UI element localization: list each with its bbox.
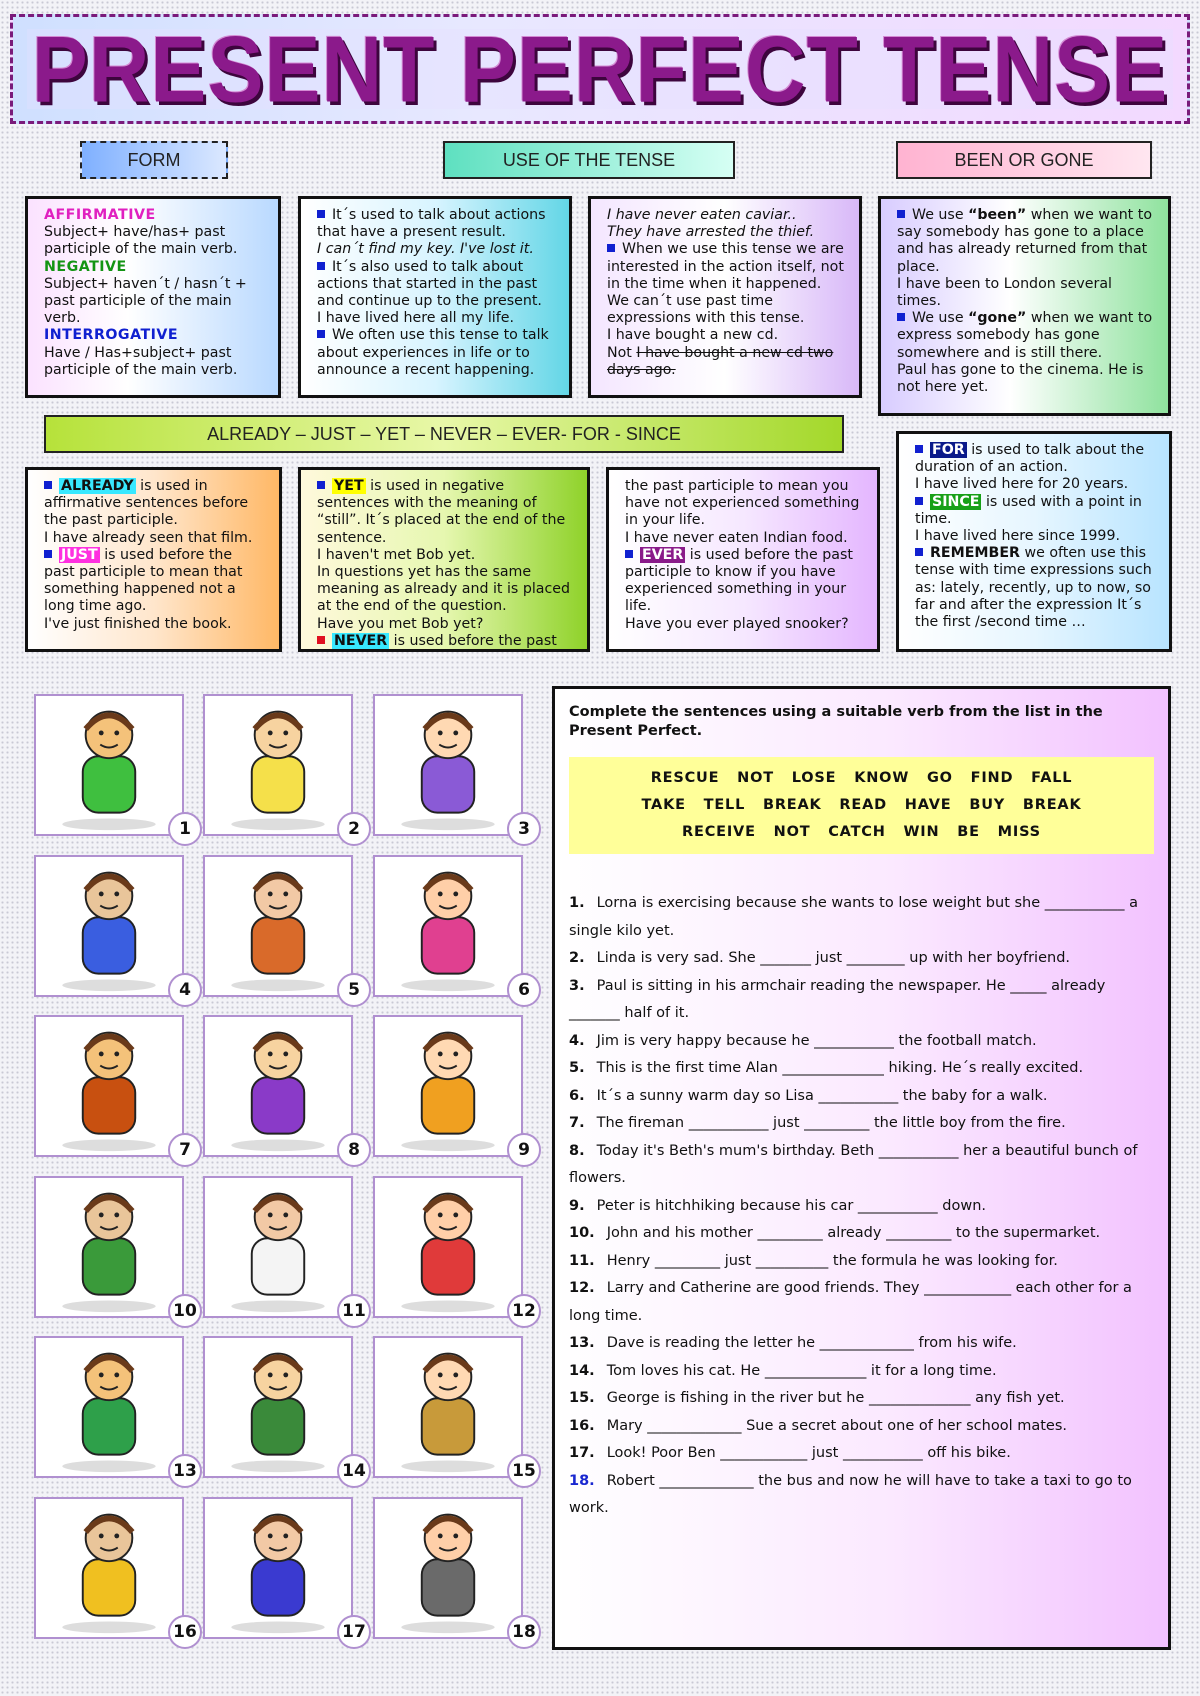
header-adverbs: ALREADY – JUST – YET – NEVER – EVER- FOR - SINCE xyxy=(44,415,844,453)
interrogative-text: Have / Has+subject+ past participle of the main verb. xyxy=(44,344,238,378)
exercise-sentence xyxy=(569,1028,1154,1056)
exercise-instructions: Complete the sentences using a suitable verb from the list in the Present Perfect. xyxy=(569,704,1103,739)
sentence-text: The fireman ___________ just _________ the little boy from the fire. xyxy=(596,1115,1066,1131)
ever-text: is used before the past participle to know if you have experienced something in your life. xyxy=(625,546,853,615)
illustration-17 xyxy=(203,1497,353,1639)
verb-list xyxy=(569,757,1154,854)
illustration-13 xyxy=(34,1336,184,1478)
cartoon-figure-icon xyxy=(205,1178,351,1316)
exercise-sentence xyxy=(569,973,1154,1028)
been-example: I have been to London several times. xyxy=(897,275,1112,310)
illustration-14 xyxy=(203,1336,353,1478)
yet-label: YET xyxy=(334,478,364,494)
bullet-icon xyxy=(317,481,325,489)
exercise-sentence xyxy=(569,1110,1154,1138)
yet-example-1: I haven't met Bob yet. xyxy=(317,546,476,563)
sentence-text: Larry and Catherine are good friends. They ____________ each other for a long time. xyxy=(569,1280,1132,1324)
bullet-icon xyxy=(607,244,615,252)
use-box-2 xyxy=(588,196,862,398)
cartoon-figure-icon xyxy=(375,857,521,995)
picture-number-badge: 16 xyxy=(168,1615,202,1649)
sentence-text: Mary _____________ Sue a secret about one of her school mates. xyxy=(606,1417,1067,1434)
not-label: Not xyxy=(607,344,632,361)
illustration-5 xyxy=(203,855,353,997)
never-continued-text: the past participle to mean you have not experienced something in your life. xyxy=(625,478,860,529)
gone-text-a: We use xyxy=(912,310,969,327)
cartoon-figure-icon xyxy=(205,1499,351,1637)
exercise-sentence xyxy=(569,1413,1154,1441)
exercise-box xyxy=(552,686,1171,1650)
verb-list-row: RESCUE NOT LOSE KNOW GO FIND FALL xyxy=(650,770,1073,786)
sentence-number: 1. xyxy=(569,895,585,911)
remember-text: we often use this tense with time expressions such as: lately, recently, up to now, so far and after the expression It´s the first /second time … xyxy=(915,545,1152,631)
picture-number-badge: 4 xyxy=(168,973,202,1007)
page-title: PRESENT PERFECT TENSE xyxy=(31,15,1169,122)
remember-label: REMEMBER xyxy=(930,545,1020,562)
form-box xyxy=(25,196,281,398)
illustration-16 xyxy=(34,1497,184,1639)
bullet-icon xyxy=(317,210,325,218)
already-example: I have already seen that film. xyxy=(44,529,253,546)
sentence-text: Paul is sitting in his armchair reading the newspaper. He _____ already _______ half of it. xyxy=(569,977,1106,1021)
never-label: NEVER xyxy=(334,632,388,649)
exercise-sentence xyxy=(569,1083,1154,1111)
bullet-icon xyxy=(317,262,325,270)
affirmative-text: Subject+ have/has+ past participle of the main verb. xyxy=(44,224,238,258)
cartoon-figure-icon xyxy=(205,1017,351,1155)
ever-label: EVER xyxy=(642,546,684,563)
exercise-sentence xyxy=(569,1138,1154,1193)
picture-number-badge: 18 xyxy=(507,1615,541,1649)
exercise-sentence xyxy=(569,945,1154,973)
sentence-text: This is the first time Alan ______________ hiking. He´s really excited. xyxy=(596,1060,1084,1076)
illustration-4 xyxy=(34,855,184,997)
already-text: is used in affirmative sentences before the past participle. xyxy=(44,478,249,529)
sentence-list xyxy=(569,890,1154,1523)
picture-number-badge: 17 xyxy=(337,1615,371,1649)
been-text-b: when we want to say somebody has gone to a place and has already returned from that place. xyxy=(897,207,1153,275)
exercise-sentence xyxy=(569,1275,1154,1330)
bullet-icon xyxy=(625,550,633,558)
sentence-number: 7. xyxy=(569,1115,585,1131)
use-example-thief: They have arrested the thief. xyxy=(607,224,815,241)
picture-number-badge: 5 xyxy=(337,973,371,1007)
bullet-icon xyxy=(915,445,923,453)
illustration-6 xyxy=(373,855,523,997)
picture-number-badge: 15 xyxy=(507,1454,541,1488)
cartoon-figure-icon xyxy=(36,696,182,834)
bullet-icon xyxy=(44,550,52,558)
for-example: I have lived here for 20 years. xyxy=(915,476,1129,493)
sentence-number: 12. xyxy=(569,1280,595,1296)
sentence-text: Lorna is exercising because she wants to lose weight but she ___________ a single kilo yet. xyxy=(569,895,1139,939)
cartoon-figure-icon xyxy=(36,1017,182,1155)
cartoon-figure-icon xyxy=(375,1338,521,1476)
sentence-text: John and his mother _________ already _________ to the supermarket. xyxy=(606,1225,1101,1241)
bullet-icon xyxy=(915,548,923,556)
negative-label: NEGATIVE xyxy=(44,258,127,275)
picture-number-badge: 11 xyxy=(337,1294,371,1328)
illustration-12 xyxy=(373,1176,523,1318)
cartoon-figure-icon xyxy=(205,1338,351,1476)
cartoon-figure-icon xyxy=(375,1017,521,1155)
already-just-box xyxy=(25,467,282,652)
been-word: “been” xyxy=(968,207,1027,223)
yet-example-2: Have you met Bob yet? xyxy=(317,615,484,632)
bullet-icon xyxy=(317,330,325,338)
sentence-number: 8. xyxy=(569,1142,585,1159)
picture-number-badge: 13 xyxy=(168,1454,202,1488)
cartoon-figure-icon xyxy=(375,696,521,834)
never-ever-box xyxy=(606,467,880,652)
sentence-number: 2. xyxy=(569,950,585,966)
sentence-text: Look! Poor Ben ____________ just ___________ off his bike. xyxy=(606,1445,1011,1461)
since-label: SINCE xyxy=(932,493,980,510)
sentence-number: 16. xyxy=(569,1417,595,1434)
sentence-number: 10. xyxy=(569,1225,595,1241)
sentence-number: 13. xyxy=(569,1335,595,1351)
use-point-3: We often use this tense to talk about experiences in life or to announce a recent happening. xyxy=(317,327,549,378)
use-point-1: It´s used to talk about actions that have a present result. xyxy=(317,207,546,241)
exercise-sentence xyxy=(569,1440,1154,1468)
exercise-sentence xyxy=(569,1193,1154,1221)
sentence-number: 9. xyxy=(569,1197,585,1214)
bullet-icon xyxy=(44,481,52,489)
verb-list-row: RECEIVE NOT CATCH WIN BE MISS xyxy=(682,824,1041,840)
been-text-a: We use xyxy=(912,207,969,223)
cartoon-figure-icon xyxy=(36,1499,182,1637)
for-text: is used to talk about the duration of an action. xyxy=(915,442,1145,476)
sentence-number: 3. xyxy=(569,977,585,994)
header-use-of-tense: USE OF THE TENSE xyxy=(443,141,735,179)
picture-number-badge: 12 xyxy=(507,1294,541,1328)
header-been-or-gone: BEEN OR GONE xyxy=(896,141,1152,179)
ever-example: Have you ever played snooker? xyxy=(625,615,849,632)
cartoon-figure-icon xyxy=(36,1178,182,1316)
sentence-number: 6. xyxy=(569,1087,585,1104)
cartoon-figure-icon xyxy=(375,1499,521,1637)
use-box-1 xyxy=(298,196,572,398)
yet-question-text: In questions yet has the same meaning as already and it is placed at the end of the question. xyxy=(317,564,571,615)
illustration-3 xyxy=(373,694,523,836)
sentence-number: 15. xyxy=(569,1390,595,1406)
sentence-text: Dave is reading the letter he _____________ from his wife. xyxy=(606,1335,1017,1351)
gone-text-b: when we want to express somebody has gone somewhere and is still there. xyxy=(897,310,1153,361)
bullet-icon xyxy=(915,497,923,505)
verb-list-row: TAKE TELL BREAK READ HAVE BUY BREAK xyxy=(641,797,1082,813)
interrogative-label: INTERROGATIVE xyxy=(44,327,179,344)
illustration-2 xyxy=(203,694,353,836)
exercise-sentence xyxy=(569,1468,1154,1523)
use-example-caviar: I have never eaten caviar.. xyxy=(607,207,797,223)
sentence-text: Peter is hitchhiking because his car ___________ down. xyxy=(596,1197,986,1214)
exercise-sentence xyxy=(569,1358,1154,1386)
use-example-2: I have lived here all my life. xyxy=(317,310,514,327)
title-banner xyxy=(10,14,1190,124)
exercise-sentence xyxy=(569,1330,1154,1358)
exercise-sentence xyxy=(569,1220,1154,1248)
use-example-cd: I have bought a new cd. xyxy=(607,327,779,344)
header-form: FORM xyxy=(80,141,228,179)
just-label: JUST xyxy=(61,546,98,563)
just-example: I've just finished the book. xyxy=(44,615,232,632)
gone-example: Paul has gone to the cinema. He is not here yet. xyxy=(897,361,1144,396)
use-example-wrong: I have bought a new cd two days ago. xyxy=(607,344,834,378)
illustration-8 xyxy=(203,1015,353,1157)
illustration-15 xyxy=(373,1336,523,1478)
picture-number-badge: 6 xyxy=(507,973,541,1007)
cartoon-figure-icon xyxy=(36,1338,182,1476)
illustration-11 xyxy=(203,1176,353,1318)
for-since-box xyxy=(896,431,1172,652)
sentence-number: 5. xyxy=(569,1060,585,1076)
cartoon-figure-icon xyxy=(36,857,182,995)
cartoon-figure-icon xyxy=(375,1178,521,1316)
illustration-10 xyxy=(34,1176,184,1318)
bullet-icon xyxy=(317,636,325,644)
bullet-icon xyxy=(897,313,905,321)
just-text: is used before the past participle to mean that something happened not a long time ago. xyxy=(44,546,243,615)
sentence-text: Henry _________ just __________ the formula he was looking for. xyxy=(606,1252,1058,1269)
exercise-sentence xyxy=(569,1055,1154,1083)
sentence-text: It´s a sunny warm day so Lisa ___________ the baby for a walk. xyxy=(596,1087,1048,1104)
sentence-number: 18. xyxy=(569,1472,595,1489)
affirmative-label: AFFIRMATIVE xyxy=(44,207,156,223)
sentence-text: Tom loves his cat. He ______________ it for a long time. xyxy=(606,1362,997,1379)
already-label: ALREADY xyxy=(61,478,134,494)
been-gone-box xyxy=(878,196,1171,416)
picture-number-badge: 7 xyxy=(168,1133,202,1167)
sentence-text: Linda is very sad. She _______ just ________ up with her boyfriend. xyxy=(596,950,1071,966)
picture-number-badge: 1 xyxy=(168,812,202,846)
picture-number-badge: 2 xyxy=(337,812,371,846)
sentence-number: 11. xyxy=(569,1252,595,1269)
for-label: FOR xyxy=(932,442,965,458)
picture-number-badge: 9 xyxy=(507,1133,541,1167)
since-example: I have lived here since 1999. xyxy=(915,528,1120,545)
sentence-number: 14. xyxy=(569,1362,595,1379)
gone-word: “gone” xyxy=(968,310,1027,327)
since-text: is used with a point in time. xyxy=(915,493,1142,527)
picture-number-badge: 3 xyxy=(507,812,541,846)
yet-box xyxy=(298,467,590,652)
use-point-time: When we use this tense we are interested in the action itself, not in the time when it happened. We can´t use past time expressions with this tense. xyxy=(607,241,844,327)
sentence-text: George is fishing in the river but he ______________ any fish yet. xyxy=(606,1390,1065,1406)
picture-number-badge: 14 xyxy=(337,1454,371,1488)
sentence-number: 17. xyxy=(569,1445,595,1461)
bullet-icon xyxy=(897,210,905,218)
illustration-7 xyxy=(34,1015,184,1157)
yet-text: is used in negative sentences with the meaning of “still”. It´s placed at the end of the sentence. xyxy=(317,478,566,546)
use-example-1: I can´t find my key. I've lost it. xyxy=(317,241,534,258)
negative-text: Subject+ haven´t / hasn´t + past participle of the main verb. xyxy=(44,275,247,327)
sentence-text: Robert _____________ the bus and now he will have to take a taxi to go to work. xyxy=(569,1472,1132,1516)
cartoon-figure-icon xyxy=(205,857,351,995)
exercise-sentence xyxy=(569,890,1154,945)
exercise-sentence xyxy=(569,1385,1154,1413)
cartoon-figure-icon xyxy=(205,696,351,834)
picture-number-badge: 10 xyxy=(168,1294,202,1328)
sentence-text: Jim is very happy because he ___________ the football match. xyxy=(596,1032,1037,1049)
sentence-number: 4. xyxy=(569,1032,585,1049)
never-text: is used before the past xyxy=(389,632,557,649)
illustration-1 xyxy=(34,694,184,836)
illustration-9 xyxy=(373,1015,523,1157)
illustration-18 xyxy=(373,1497,523,1639)
sentence-text: Today it's Beth's mum's birthday. Beth ___________ her a beautiful bunch of flowers. xyxy=(569,1142,1138,1186)
use-point-2: It´s also used to talk about actions that started in the past and continue up to the present. xyxy=(317,258,542,310)
exercise-sentence xyxy=(569,1248,1154,1276)
picture-number-badge: 8 xyxy=(337,1133,371,1167)
never-example: I have never eaten Indian food. xyxy=(625,529,848,546)
